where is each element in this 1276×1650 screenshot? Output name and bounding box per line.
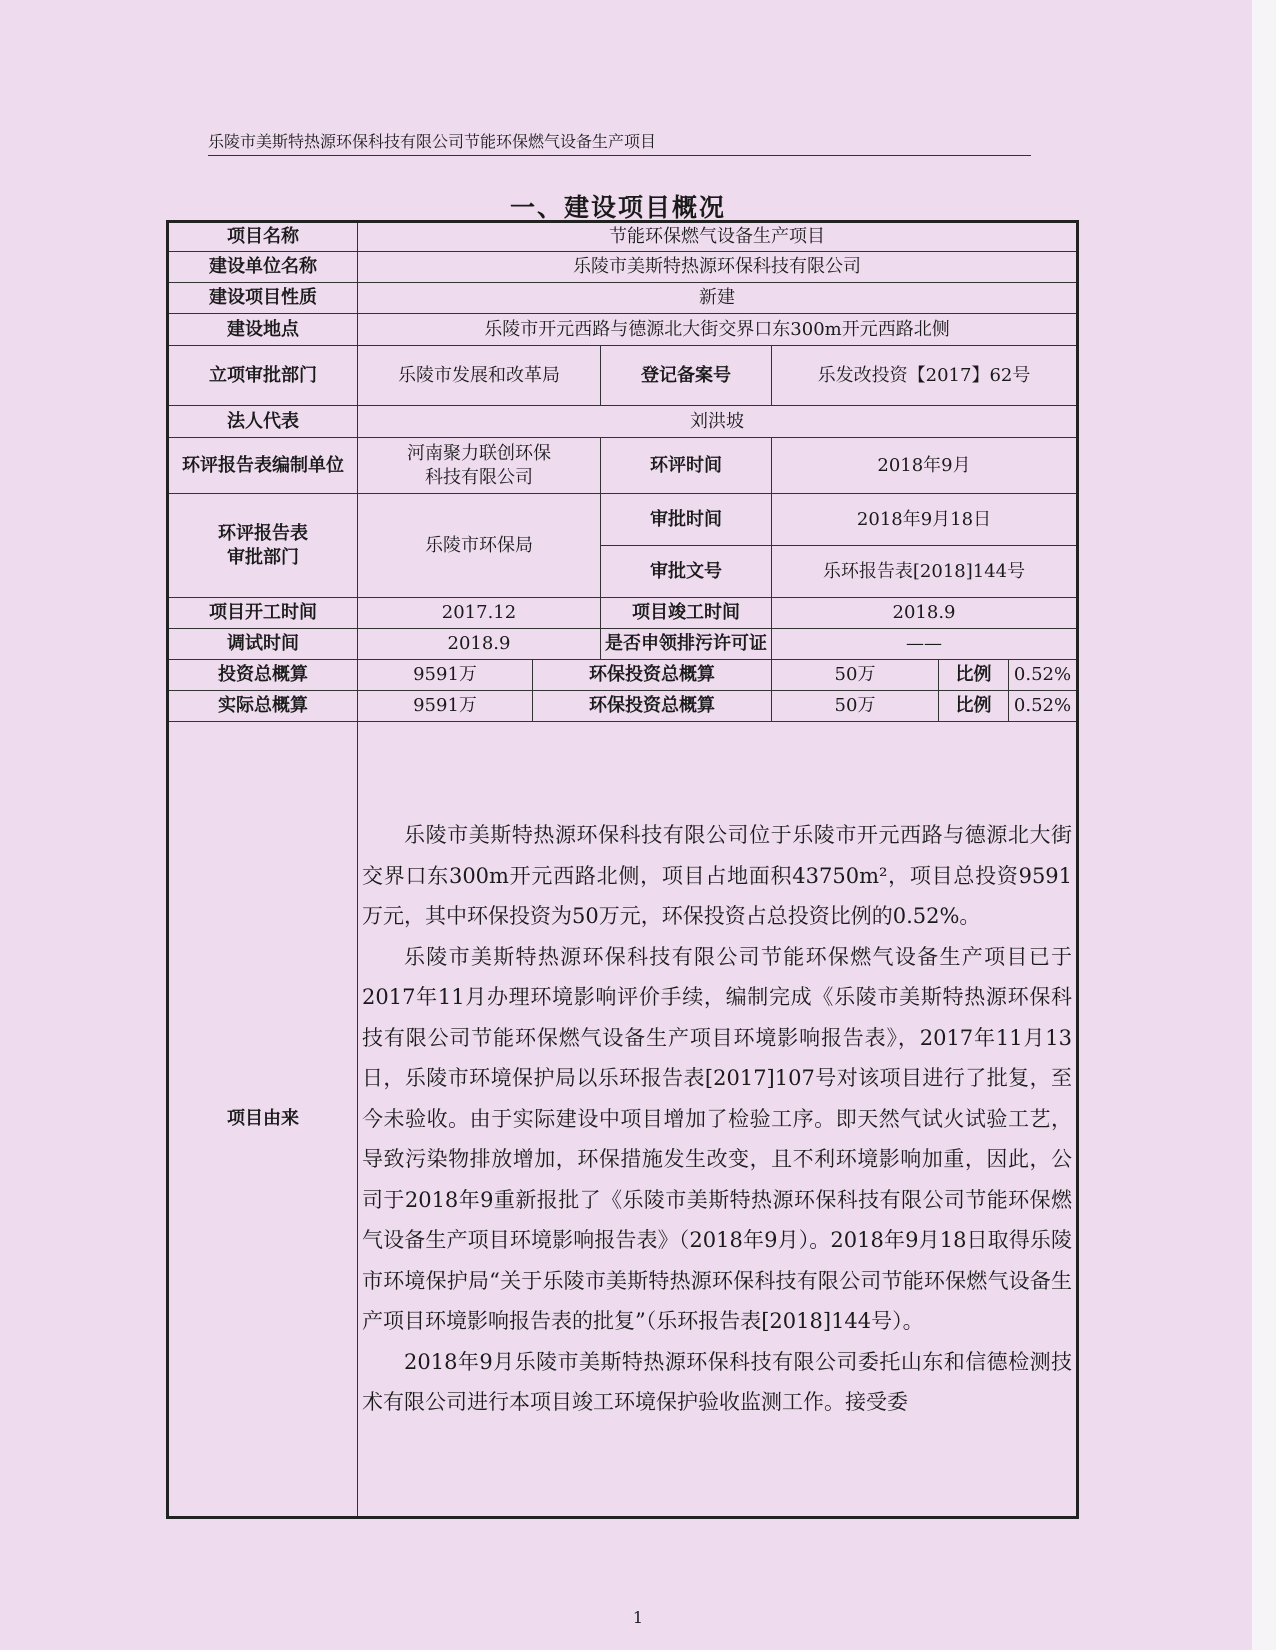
row-eia-compiler	[168, 438, 1078, 494]
env-investment-label: 环保投资总概算	[533, 660, 772, 691]
end-time-label: 项目竣工时间	[601, 598, 772, 629]
row-start-time	[168, 598, 1078, 629]
row-approval-dept	[168, 346, 1078, 406]
permit-value: ——	[772, 629, 1078, 660]
eia-approval-dept-value: 乐陵市环保局	[358, 494, 601, 598]
record-number-label: 登记备案号	[601, 346, 772, 406]
actual-env-label: 环保投资总概算	[533, 691, 772, 722]
row-origin	[168, 722, 1078, 1518]
nature-label: 建设项目性质	[168, 283, 358, 314]
end-time-value: 2018.9	[772, 598, 1078, 629]
row-actual	[168, 691, 1078, 722]
builder-label: 建设单位名称	[168, 252, 358, 283]
start-time-label: 项目开工时间	[168, 598, 358, 629]
permit-label: 是否申领排污许可证	[601, 629, 772, 660]
row-legal-rep	[168, 406, 1078, 438]
actual-ratio-value: 0.52%	[1009, 691, 1078, 722]
eia-approval-dept-label: 环评报告表审批部门	[168, 494, 358, 598]
approval-dept-label: 立项审批部门	[168, 346, 358, 406]
eia-time-label: 环评时间	[601, 438, 772, 494]
actual-value: 9591万	[358, 691, 533, 722]
row-location	[168, 314, 1078, 346]
origin-label: 项目由来	[168, 722, 358, 1518]
eia-compiler-label: 环评报告表编制单位	[168, 438, 358, 494]
builder-value: 乐陵市美斯特热源环保科技有限公司	[358, 252, 1078, 283]
approval-doc-value: 乐环报告表[2018]144号	[772, 546, 1078, 598]
eia-time-value: 2018年9月	[772, 438, 1078, 494]
row-nature	[168, 283, 1078, 314]
env-investment-value: 50万	[772, 660, 939, 691]
row-eia-approval-time	[168, 494, 1078, 546]
origin-paragraph-2: 乐陵市美斯特热源环保科技有限公司节能环保燃气设备生产项目已于2017年11月办理环境影响评价手续，编制完成《乐陵市美斯特热源环保科技有限公司节能环保燃气设备生产项目环境影响报告表》，2017年11月13日，乐陵市环境保护局以乐环报告表[2017]107号对该项目进行了批复，至今未验收。由于实际建设中项目增加了检验工序。即天然气试火试验工艺，导致污染物排放增加，环保措施发生改变，且不利环境影响加重，因此，公司于2018年9重新报批了《乐陵市美斯特热源环保科技有限公司节能环保燃气设备生产项目环境影响报告表》（2018年9月）。2018年9月18日取得乐陵市环境保护局“关于乐陵市美斯特热源环保科技有限公司节能环保燃气设备生产项目环境影响报告表的批复”（乐环报告表[2018]144号）。	[362, 944, 1073, 1334]
debug-time-label: 调试时间	[168, 629, 358, 660]
row-builder	[168, 252, 1078, 283]
running-header: 乐陵市美斯特热源环保科技有限公司节能环保燃气设备生产项目	[208, 133, 1031, 156]
investment-value: 9591万	[358, 660, 533, 691]
ratio-label: 比例	[939, 660, 1009, 691]
page-number: 1	[632, 1608, 644, 1627]
approval-time-label: 审批时间	[601, 494, 772, 546]
actual-label: 实际总概算	[168, 691, 358, 722]
project-overview-table	[166, 220, 1079, 1519]
approval-time-value: 2018年9月18日	[772, 494, 1078, 546]
actual-ratio-label: 比例	[939, 691, 1009, 722]
origin-text	[358, 722, 1078, 1518]
legal-rep-value: 刘洪坡	[358, 406, 1078, 438]
row-project-name	[168, 222, 1078, 252]
nature-value: 新建	[358, 283, 1078, 314]
ratio-value: 0.52%	[1009, 660, 1078, 691]
legal-rep-label: 法人代表	[168, 406, 358, 438]
debug-time-value: 2018.9	[358, 629, 601, 660]
approval-dept-value: 乐陵市发展和改革局	[358, 346, 601, 406]
project-name-label: 项目名称	[168, 222, 358, 252]
origin-paragraph-3: 2018年9月乐陵市美斯特热源环保科技有限公司委托山东和信德检测技术有限公司进行本项目竣工环境保护验收监测工作。接受委	[362, 1349, 1073, 1415]
project-name-value: 节能环保燃气设备生产项目	[358, 222, 1078, 252]
row-investment	[168, 660, 1078, 691]
investment-label: 投资总概算	[168, 660, 358, 691]
start-time-value: 2017.12	[358, 598, 601, 629]
page-edge	[1252, 0, 1276, 1650]
record-number-value: 乐发改投资【2017】62号	[772, 346, 1078, 406]
eia-compiler-value: 河南聚力联创环保科技有限公司	[358, 438, 601, 494]
location-label: 建设地点	[168, 314, 358, 346]
location-value: 乐陵市开元西路与德源北大街交界口东300m开元西路北侧	[358, 314, 1078, 346]
origin-paragraph-1: 乐陵市美斯特热源环保科技有限公司位于乐陵市开元西路与德源北大街交界口东300m开元西路北侧，项目占地面积43750m²，项目总投资9591万元，其中环保投资为50万元，环保投资占总投资比例的0.52%。	[362, 823, 1073, 929]
actual-env-value: 50万	[772, 691, 939, 722]
row-debug-time	[168, 629, 1078, 660]
approval-doc-label: 审批文号	[601, 546, 772, 598]
section-title: 一、建设项目概况	[509, 193, 726, 222]
